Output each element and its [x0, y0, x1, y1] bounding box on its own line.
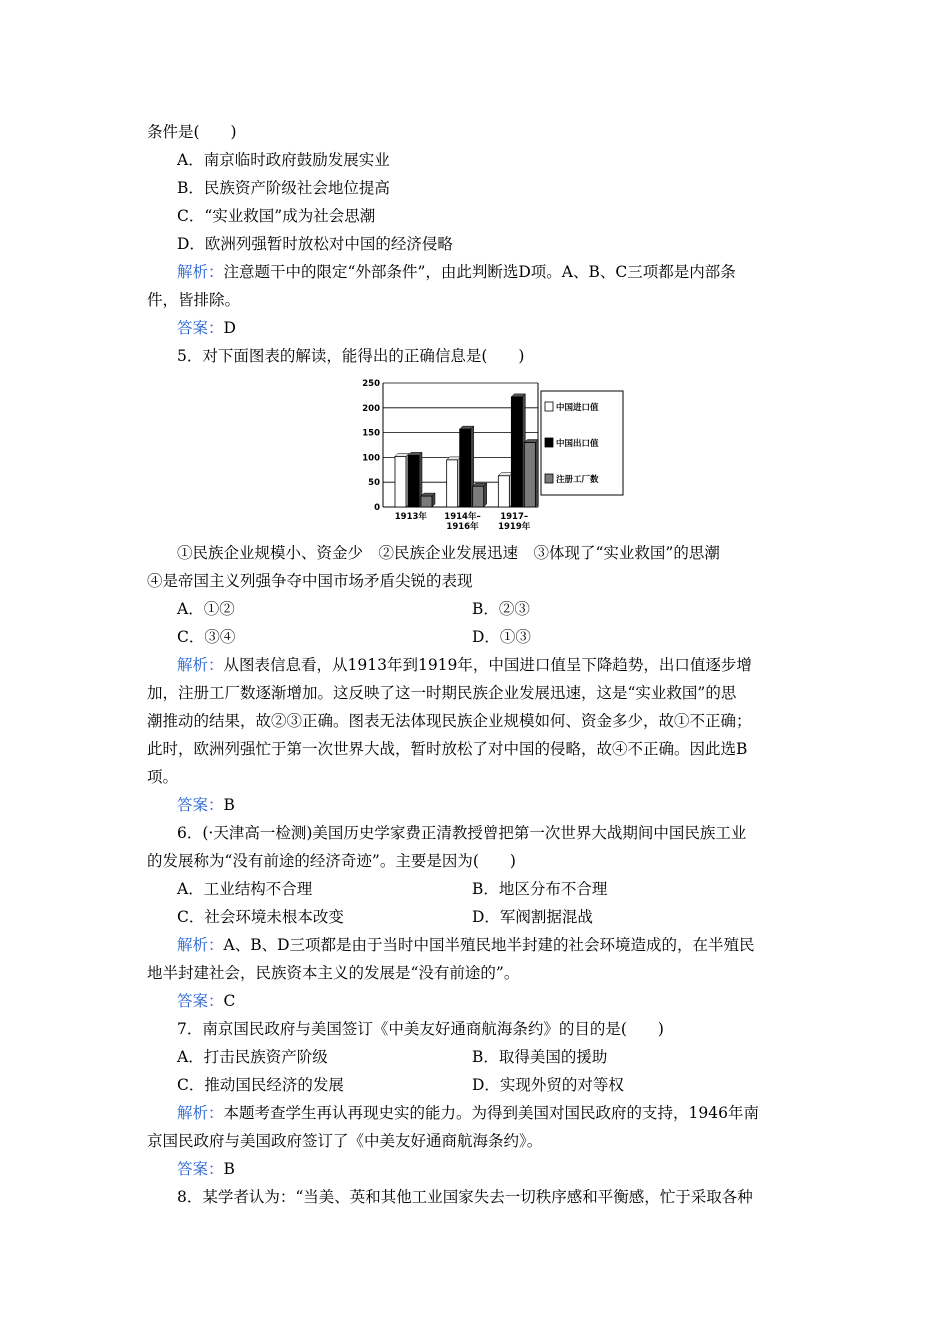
bar-factories: [473, 486, 484, 507]
q7-option-a: A．打击民族资产阶级: [177, 1048, 328, 1066]
q7-answer: 答案：B: [177, 1160, 235, 1178]
q5-items-line-2: ④是帝国主义列强争夺中国市场矛盾尖锐的表现: [147, 572, 473, 590]
bar-chart: [355, 377, 625, 537]
q7-option-d: D．实现外贸的对等权: [472, 1076, 624, 1094]
y-tick-label: 50: [368, 478, 380, 489]
analysis-label: 解析：: [177, 263, 224, 281]
q7-option-c: C．推动国民经济的发展: [177, 1076, 344, 1094]
y-tick-label: 200: [362, 403, 380, 414]
x-tick-label: 1914年–: [444, 512, 481, 522]
q4-option-c: C．“实业救国”成为社会思潮: [177, 207, 376, 225]
bar-export: [511, 397, 522, 507]
q5-analysis-line-3: 潮推动的结果，故②③正确。图表无法体现民族企业规模如何、资金多少，故①不正确；: [147, 712, 752, 730]
q6-option-a: A．工业结构不合理: [177, 880, 313, 898]
bar-import: [498, 476, 509, 507]
q6-analysis-line-1: 解析：A、B、D三项都是由于当时中国半殖民地半封建的社会环境造成的，在半殖民: [177, 936, 755, 954]
legend-swatch-import: [545, 402, 553, 411]
q6-option-c: C．社会环境未根本改变: [177, 908, 344, 926]
y-tick-label: 100: [362, 453, 380, 464]
bar-factories: [421, 496, 432, 507]
q6-option-d: D．军阀割据混战: [472, 908, 593, 926]
q7-analysis-line-2: 京国民政府与美国政府签订了《中美友好通商航海条约》。: [147, 1132, 543, 1150]
q4-analysis-line-2: 件，皆排除。: [147, 291, 241, 309]
q6-stem-line-1: 6．(·天津高一检测)美国历史学家费正清教授曾把第一次世界大战期间中国民族工业: [177, 824, 747, 842]
q4-option-d: D．欧洲列强暂时放松对中国的经济侵略: [177, 235, 453, 253]
q5-analysis-line-5: 项。: [147, 768, 179, 786]
bar-import: [395, 456, 406, 507]
answer-label: 答案：: [177, 992, 224, 1010]
legend-swatch-factories: [545, 474, 553, 483]
bar-import: [447, 460, 458, 507]
bar-export: [408, 455, 419, 507]
q5-option-a: A．①②: [177, 600, 235, 618]
bar-factories: [524, 443, 535, 507]
q7-option-b: B．取得美国的援助: [472, 1048, 608, 1066]
y-tick-label: 250: [362, 379, 380, 389]
x-tick-label: 1913年: [394, 512, 427, 522]
y-tick-label: 0: [374, 503, 380, 513]
q7-analysis-line-1: 解析：本题考查学生再认再现史实的能力。为得到美国对国民政府的支持，1946年南: [177, 1104, 759, 1122]
q5-analysis-line-2: 加，注册工厂数逐渐增加。这反映了这一时期民族企业发展迅速，这是“实业救国”的思: [147, 684, 737, 702]
bar-side-factories: [535, 440, 538, 507]
q4-answer: 答案：D: [177, 319, 236, 337]
q5-answer: 答案：B: [177, 796, 235, 814]
legend-label-import: 中国进口值: [556, 403, 599, 413]
q4-option-a: A．南京临时政府鼓励发展实业: [177, 151, 390, 169]
q4-option-b: B．民族资产阶级社会地位提高: [177, 179, 390, 197]
answer-label: 答案：: [177, 1160, 224, 1178]
legend-label-export: 中国出口值: [556, 439, 599, 449]
q5-analysis-line-1: 解析：从图表信息看，从1913年到1919年，中国进口值呈下降趋势，出口值逐步增: [177, 656, 752, 674]
q7-stem: 7．南京国民政府与美国签订《中美友好通商航海条约》的目的是( ): [177, 1020, 664, 1038]
answer-label: 答案：: [177, 796, 224, 814]
x-tick-label: 1917–: [500, 512, 529, 522]
q6-stem-line-2: 的发展称为“没有前途的经济奇迹”。主要是因为( ): [147, 852, 516, 870]
bar-side-factories: [484, 483, 487, 507]
q4-analysis-line-1: 解析：注意题干中的限定“外部条件”，由此判断选D项。A、B、C三项都是内部条: [177, 263, 736, 281]
q5-chart: [355, 377, 625, 537]
q5-option-c: C．③④: [177, 628, 236, 646]
q4-stem-tail: 条件是( ): [147, 123, 237, 141]
q6-answer: 答案：C: [177, 992, 236, 1010]
y-tick-label: 150: [362, 428, 380, 439]
q5-option-d: D．①③: [472, 628, 531, 646]
x-tick-label: 1916年: [446, 522, 479, 532]
x-tick-label: 1919年: [498, 522, 531, 532]
q6-analysis-line-2: 地半封建社会，民族资本主义的发展是“没有前途的”。: [147, 964, 520, 982]
analysis-label: 解析：: [177, 656, 224, 674]
analysis-label: 解析：: [177, 936, 224, 954]
q5-stem: 5．对下面图表的解读，能得出的正确信息是( ): [177, 347, 525, 365]
q8-stem-line-1: 8．某学者认为：“当美、英和其他工业国家失去一切秩序感和平衡感，忙于采取各种: [177, 1188, 753, 1206]
bar-export: [460, 429, 471, 507]
q6-option-b: B．地区分布不合理: [472, 880, 608, 898]
q5-items-line-1: ①民族企业规模小、资金少 ②民族企业发展迅速 ③体现了“实业救国”的思潮: [177, 544, 720, 562]
q5-analysis-line-4: 此时，欧洲列强忙于第一次世界大战，暂时放松了对中国的侵略，故④不正确。因此选B: [147, 740, 748, 758]
answer-label: 答案：: [177, 319, 224, 337]
q5-option-b: B．②③: [472, 600, 530, 618]
legend-swatch-export: [545, 438, 553, 447]
legend-label-factories: 注册工厂数: [556, 475, 599, 485]
analysis-label: 解析：: [177, 1104, 224, 1122]
